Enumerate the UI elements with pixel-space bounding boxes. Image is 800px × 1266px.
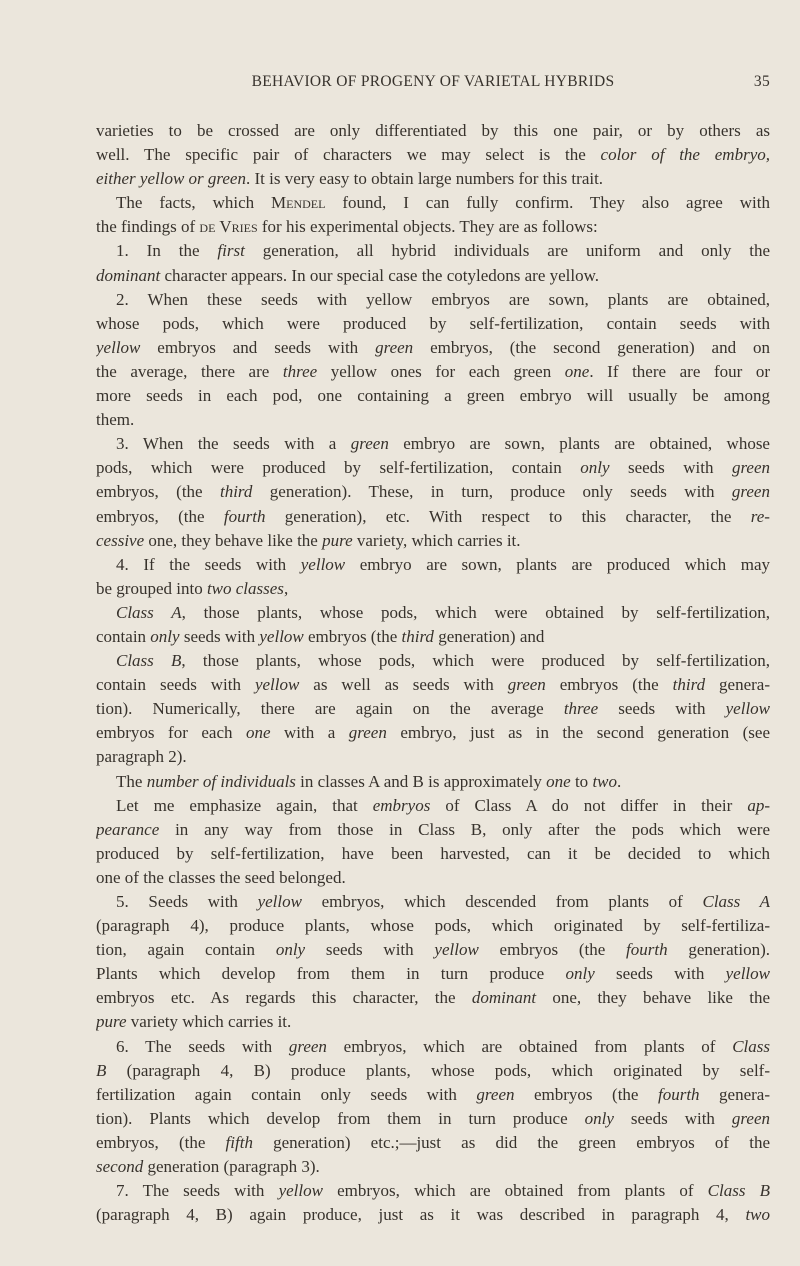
italic-text: fourth xyxy=(626,940,668,960)
text-line xyxy=(96,288,770,312)
text-line xyxy=(96,577,770,601)
text-run: 2. When these seeds with yellow embryos are sown, plants are obtained, xyxy=(116,289,770,309)
text-line xyxy=(96,818,770,842)
text-run: seeds with xyxy=(613,1108,732,1128)
text-run: the average, there are xyxy=(96,361,283,381)
text-run: contain xyxy=(96,626,151,646)
italic-text: fourth xyxy=(223,506,266,526)
text-run: generation, all hybrid individuals are uniform and only the xyxy=(244,241,770,261)
text-run: seeds with xyxy=(594,964,726,984)
text-run: embryos, which are obtained from plants of xyxy=(322,1181,708,1201)
text-line xyxy=(96,480,770,504)
text-run: well. The specific pair of characters we may select is the xyxy=(96,145,601,165)
text-run: fertilization again contain only seeds with xyxy=(96,1084,477,1104)
italic-text: pearance xyxy=(96,819,160,839)
text-line xyxy=(96,1059,770,1083)
text-line xyxy=(96,914,770,938)
italic-text: one xyxy=(546,771,571,791)
text-run: embryos, which descended from plants of xyxy=(301,892,703,911)
text-run: one of the classes the seed belonged. xyxy=(96,867,346,887)
text-run: be grouped into xyxy=(96,578,207,598)
text-run: embryos for each xyxy=(96,723,246,743)
text-run: embryos, (the second generation) and on xyxy=(413,337,770,357)
page-number: 35 xyxy=(753,73,770,90)
text-run: , those plants, whose pods, which were produced by self-fertilization, xyxy=(181,651,770,671)
text-line xyxy=(96,239,770,263)
text-line xyxy=(96,745,770,769)
text-line xyxy=(96,938,770,962)
text-run: as well as seeds with xyxy=(299,675,508,695)
text-run: them. xyxy=(96,410,135,430)
text-line xyxy=(96,143,770,167)
text-run: tion). Numerically, there are again on the average xyxy=(96,699,564,719)
text-run: generation) and xyxy=(433,626,545,646)
text-line xyxy=(96,1155,770,1179)
text-run: The xyxy=(116,771,147,791)
italic-text: green xyxy=(476,1084,515,1104)
text-run: tion, again contain xyxy=(96,940,276,960)
italic-text: yellow xyxy=(725,699,770,719)
italic-text: only xyxy=(565,964,595,984)
text-run: embryos (the xyxy=(478,940,627,960)
text-run: 7. The seeds with xyxy=(116,1181,279,1201)
italic-text: green xyxy=(731,458,770,478)
italic-text: color of the embryo, xyxy=(600,145,770,165)
italic-text: yellow xyxy=(434,940,479,960)
text-run: (paragraph 4, B) again produce, just as it was described in paragraph 4, xyxy=(96,1205,746,1225)
text-line xyxy=(96,119,770,143)
text-run: embryos and seeds with xyxy=(140,337,376,357)
text-run: tion). Plants which develop from them in turn produce xyxy=(96,1108,585,1128)
text-run: for his experimental objects. They are as follows: xyxy=(257,217,598,237)
text-line xyxy=(96,505,770,529)
text-line xyxy=(96,1010,770,1034)
italic-text: dominant xyxy=(96,265,161,285)
text-run: embryos, which are obtained from plants of xyxy=(326,1036,733,1056)
text-run: embryos, (the xyxy=(96,506,224,526)
italic-text: re- xyxy=(750,506,770,526)
text-run: embryos etc. As regards this character, the xyxy=(96,988,472,1008)
italic-text: third xyxy=(219,482,253,502)
italic-text: yellow xyxy=(254,675,300,695)
text-run: whose pods, which were produced by self-fertilization, contain seeds with xyxy=(96,313,770,333)
italic-text: pure xyxy=(322,530,353,550)
italic-text: three xyxy=(282,361,318,381)
text-run: . If there are four or xyxy=(589,361,770,381)
text-run: one, they behave like the xyxy=(144,530,323,550)
text-line xyxy=(96,432,770,456)
paragraph xyxy=(96,288,770,433)
italic-text: number of individuals xyxy=(146,771,296,791)
text-line xyxy=(96,697,770,721)
text-run: with a xyxy=(270,723,349,743)
paragraph xyxy=(96,794,770,890)
italic-text: B xyxy=(96,1060,107,1080)
text-run: (paragraph 4, B) produce plants, whose pods, which originated by self- xyxy=(106,1060,770,1080)
italic-text: dominant xyxy=(471,988,537,1008)
text-run: variety, which carries it. xyxy=(352,530,521,550)
text-run: embryos, (the xyxy=(96,482,220,502)
text-line xyxy=(96,360,770,384)
text-run: embryos, (the xyxy=(96,1132,226,1152)
italic-text: yellow xyxy=(257,892,302,911)
text-run: more seeds in each pod, one containing a green embryo will usually be among xyxy=(96,386,770,406)
text-run: seeds with xyxy=(179,626,260,646)
text-run: embryos (the xyxy=(303,626,402,646)
text-line xyxy=(96,384,770,408)
text-run: in classes A and B is approximately xyxy=(295,771,547,791)
italic-text: cessive xyxy=(96,530,145,550)
text-line xyxy=(96,553,770,577)
text-run: . It is very easy to obtain large numbers for this trait. xyxy=(245,169,604,189)
text-line xyxy=(96,721,770,745)
text-run: generation) etc.;—just as did the green embryos of the xyxy=(252,1132,770,1152)
text-line xyxy=(96,649,770,673)
text-line xyxy=(96,529,770,553)
text-run: 6. The seeds with xyxy=(116,1036,289,1056)
paragraph xyxy=(96,191,770,239)
text-run: , xyxy=(283,578,289,598)
text-line xyxy=(96,794,770,818)
text-run: in any way from those in Class B, only after the pods which were xyxy=(159,819,770,839)
italic-text: yellow xyxy=(300,554,346,574)
paragraph xyxy=(96,890,770,1035)
text-line xyxy=(96,770,770,794)
italic-text: two xyxy=(745,1205,770,1225)
italic-text: third xyxy=(401,626,434,646)
text-line xyxy=(96,408,770,432)
paragraph xyxy=(96,1035,770,1180)
text-run: generation). xyxy=(667,940,770,960)
text-line xyxy=(96,890,770,914)
italic-text: green xyxy=(288,1036,327,1056)
text-line xyxy=(96,1035,770,1059)
text-run: embryo, just as in the second generation (see xyxy=(386,723,770,743)
text-run: embryo are sown, plants are obtained, whose xyxy=(388,434,770,454)
text-run: seeds with xyxy=(609,458,732,478)
text-line xyxy=(96,312,770,336)
text-line xyxy=(96,1083,770,1107)
italic-text: Class xyxy=(732,1036,770,1056)
italic-text: one xyxy=(245,723,271,743)
italic-text: only xyxy=(275,940,306,960)
italic-text: three xyxy=(563,699,599,719)
italic-text: two classes xyxy=(206,578,284,598)
text-run: variety which carries it. xyxy=(126,1012,292,1032)
text-line xyxy=(96,191,770,215)
text-line xyxy=(96,625,770,649)
text-run: Plants which develop from them in turn produce xyxy=(96,964,566,984)
running-header xyxy=(96,73,770,95)
italic-text: only xyxy=(584,1108,614,1128)
italic-text: fourth xyxy=(657,1084,700,1104)
text-line xyxy=(96,1179,770,1203)
text-run: generation (paragraph 3). xyxy=(143,1157,320,1177)
italic-text: Class A xyxy=(702,892,770,911)
text-run: generation). These, in turn, produce only seeds with xyxy=(252,482,732,502)
text-run: genera- xyxy=(699,1084,770,1104)
text-run: The facts, which xyxy=(116,193,272,213)
paragraph xyxy=(96,553,770,601)
paragraph xyxy=(96,119,770,191)
italic-text: green xyxy=(375,337,414,357)
text-run: produced by self-fertilization, have been harvested, can it be decided to which xyxy=(96,843,770,863)
text-run: generation), etc. With respect to this character, the xyxy=(265,506,751,526)
italic-text: green xyxy=(731,1108,770,1128)
italic-text: second xyxy=(96,1157,144,1177)
text-run: embryos (the xyxy=(514,1084,658,1104)
italic-text: green xyxy=(731,482,770,502)
text-line xyxy=(96,842,770,866)
italic-text: only xyxy=(580,458,610,478)
paragraph xyxy=(96,432,770,552)
italic-text: Class B xyxy=(116,651,182,671)
text-line xyxy=(96,264,770,288)
text-run: paragraph 2). xyxy=(96,747,187,767)
small-caps-name: Mendel xyxy=(271,193,326,213)
text-run: , those plants, whose pods, which were obtained by self-fertilization, xyxy=(181,602,770,622)
text-line xyxy=(96,1203,770,1227)
text-line xyxy=(96,1107,770,1131)
italic-text: Class B xyxy=(707,1181,770,1201)
paragraph xyxy=(96,239,770,287)
text-line xyxy=(96,986,770,1010)
text-run: found, I can fully confirm. They also agree with xyxy=(325,193,770,213)
text-run: seeds with xyxy=(598,699,726,719)
text-run: 5. Seeds with xyxy=(116,892,258,911)
text-run: contain seeds with xyxy=(96,675,255,695)
text-line xyxy=(96,167,770,191)
italic-text: fifth xyxy=(225,1132,253,1152)
text-run: the findings of xyxy=(96,217,200,237)
italic-text: either yellow or green xyxy=(96,169,246,189)
text-line xyxy=(96,456,770,480)
italic-text: two xyxy=(592,771,617,791)
running-title: BEHAVIOR OF PROGENY OF VARIETAL HYBRIDS xyxy=(251,73,615,90)
text-run: character appears. In our special case the cotyledons are yellow. xyxy=(160,265,600,285)
text-run: 1. In the xyxy=(116,241,218,261)
text-run: pods, which were produced by self-fertilization, contain xyxy=(96,458,581,478)
text-run: seeds with xyxy=(305,940,435,960)
italic-text: green xyxy=(350,434,389,454)
italic-text: one xyxy=(564,361,590,381)
text-run: varieties to be crossed are only differentiated by this one pair, or by others as xyxy=(96,121,770,140)
text-run: . xyxy=(617,771,622,791)
italic-text: only xyxy=(150,626,180,646)
body-text xyxy=(96,119,770,1227)
text-line xyxy=(96,673,770,697)
text-line xyxy=(96,336,770,360)
italic-text: Class A xyxy=(116,602,182,622)
italic-text: yellow xyxy=(96,337,141,357)
text-run: 4. If the seeds with xyxy=(116,554,301,574)
text-run: 3. When the seeds with a xyxy=(116,434,351,454)
paragraph xyxy=(96,770,770,794)
text-run: one, they behave like the xyxy=(536,988,770,1008)
text-run: embryos (the xyxy=(545,675,673,695)
italic-text: yellow xyxy=(278,1181,323,1201)
italic-text: first xyxy=(217,241,245,261)
paragraph xyxy=(96,601,770,649)
italic-text: ap- xyxy=(747,795,770,815)
italic-text: yellow xyxy=(259,626,304,646)
text-line xyxy=(96,962,770,986)
paragraph xyxy=(96,1179,770,1227)
text-run: to xyxy=(570,771,593,791)
text-line xyxy=(96,1131,770,1155)
text-run: genera- xyxy=(705,675,770,695)
text-run: Let me emphasize again, that xyxy=(116,795,373,815)
text-run: of Class A do not differ in their xyxy=(430,795,748,815)
text-run: embryo are sown, plants are produced which may xyxy=(345,554,770,574)
text-run: yellow ones for each green xyxy=(317,361,565,381)
text-line xyxy=(96,601,770,625)
italic-text: green xyxy=(348,723,387,743)
italic-text: yellow xyxy=(725,964,770,984)
italic-text: embryos xyxy=(372,795,431,815)
small-caps-name: de Vries xyxy=(199,217,258,237)
text-line xyxy=(96,215,770,239)
italic-text: pure xyxy=(96,1012,127,1032)
italic-text: green xyxy=(507,675,546,695)
italic-text: third xyxy=(672,675,706,695)
text-line xyxy=(96,866,770,890)
text-run: (paragraph 4), produce plants, whose pods, which originated by self-fertiliza- xyxy=(96,916,770,936)
paragraph xyxy=(96,649,770,769)
